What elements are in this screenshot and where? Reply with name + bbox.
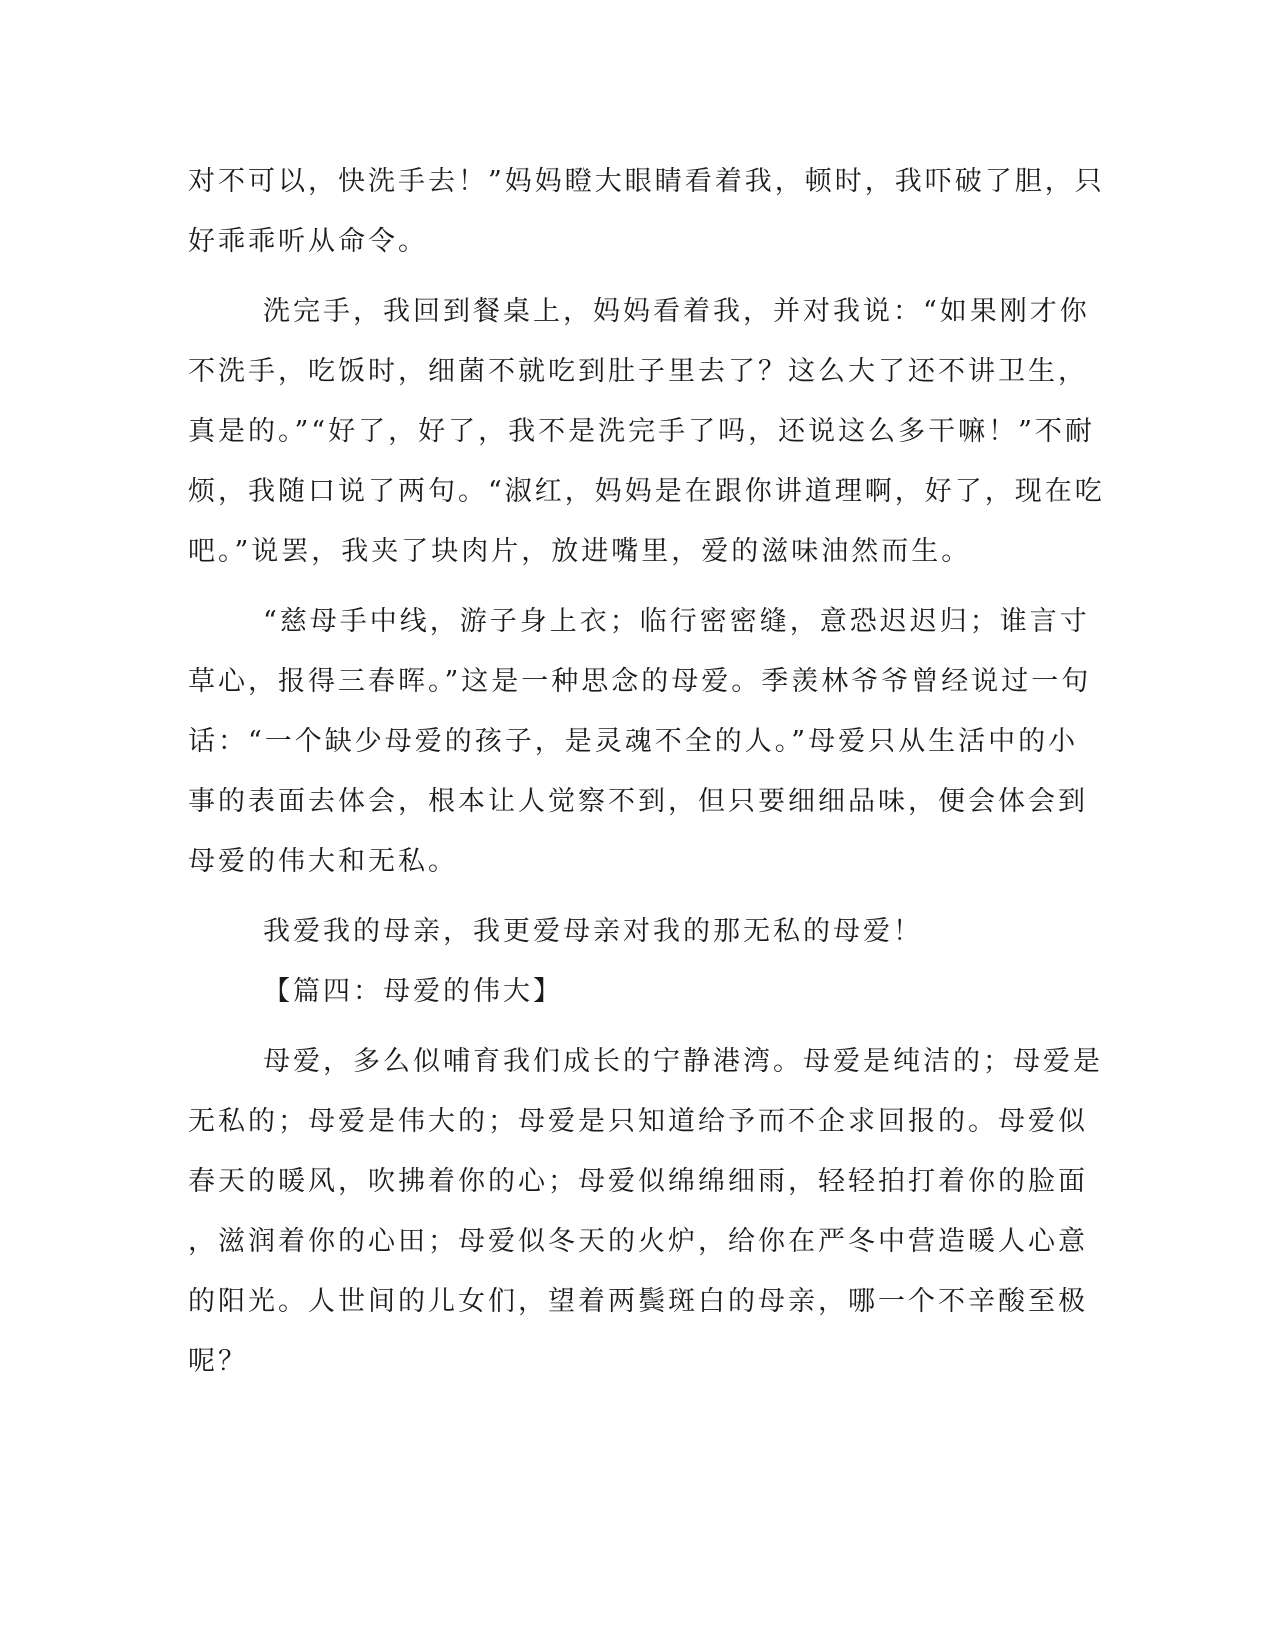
paragraph-line: 洗完手，我回到餐桌上，妈妈看着我，并对我说：“如果刚才你 xyxy=(263,296,1090,327)
paragraph-line: 真是的。”“好了，好了，我不是洗完手了吗，还说这么多干嘛！”不耐 xyxy=(188,416,1095,447)
paragraph-line: 烦，我随口说了两句。“淑红，妈妈是在跟你讲道理啊，好了，现在吃 xyxy=(188,476,1105,507)
paragraph-line: ，滋润着你的心田；母爱似冬天的火炉，给你在严冬中营造暖人心意 xyxy=(188,1226,1088,1257)
paragraph-line: 好乖乖听从命令。 xyxy=(188,226,428,257)
paragraph-line: 的阳光。人世间的儿女们，望着两鬓斑白的母亲，哪一个不辛酸至极 xyxy=(188,1286,1088,1317)
paragraph-line: 母爱，多么似哺育我们成长的宁静港湾。母爱是纯洁的；母爱是 xyxy=(263,1046,1103,1077)
paragraph-line: “慈母手中线，游子身上衣；临行密密缝，意恐迟迟归；谁言寸 xyxy=(263,606,1090,637)
paragraph-line: 吧。”说罢，我夹了块肉片，放进嘴里，爱的滋味油然而生。 xyxy=(188,536,972,567)
paragraph-line: 无私的；母爱是伟大的；母爱是只知道给予而不企求回报的。母爱似 xyxy=(188,1106,1088,1137)
paragraph-line: 对不可以，快洗手去！”妈妈瞪大眼睛看着我，顿时，我吓破了胆，只 xyxy=(188,166,1105,197)
section-heading: 【篇四：母爱的伟大】 xyxy=(263,976,563,1007)
paragraph-line: 春天的暖风，吹拂着你的心；母爱似绵绵细雨，轻轻拍打着你的脸面 xyxy=(188,1166,1088,1197)
paragraph-line: 话：“一个缺少母爱的孩子，是灵魂不全的人。”母爱只从生活中的小 xyxy=(188,726,1079,757)
paragraph-line: 母爱的伟大和无私。 xyxy=(188,846,458,877)
paragraph-line: 草心，报得三春晖。”这是一种思念的母爱。季羡林爷爷曾经说过一句 xyxy=(188,666,1092,697)
paragraph-line: 我爱我的母亲，我更爱母亲对我的那无私的母爱！ xyxy=(263,916,923,947)
paragraph-line: 呢？ xyxy=(188,1346,248,1377)
paragraph-line: 不洗手，吃饭时，细菌不就吃到肚子里去了？这么大了还不讲卫生， xyxy=(188,356,1088,387)
paragraph-line: 事的表面去体会，根本让人觉察不到，但只要细细品味，便会体会到 xyxy=(188,786,1088,817)
